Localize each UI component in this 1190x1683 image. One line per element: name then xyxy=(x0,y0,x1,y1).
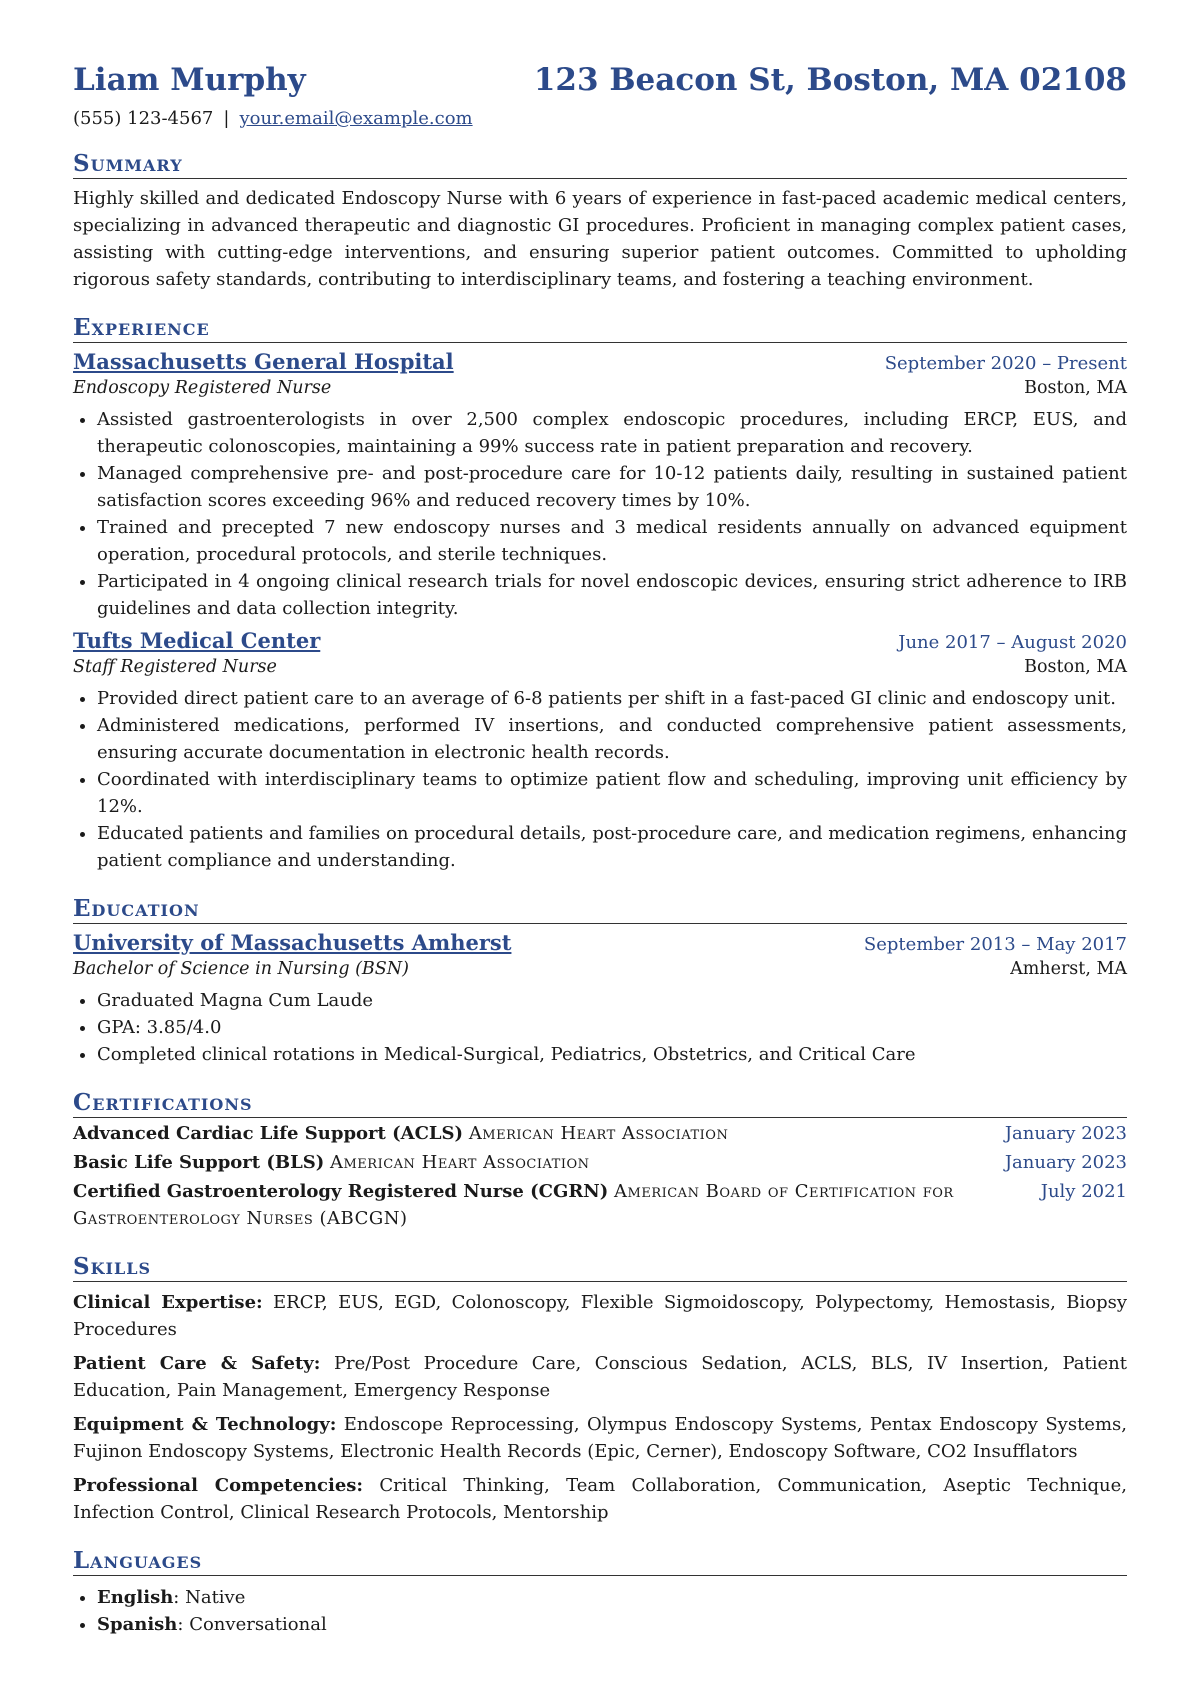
certification-date: July 2021 xyxy=(1040,1181,1127,1202)
certification-row xyxy=(73,1149,1127,1176)
certification-issuer: American Board of Certification for Gastroenterology Nurses (ABCGN) xyxy=(73,1181,954,1229)
certification-name: Advanced Cardiac Life Support (ACLS) xyxy=(73,1123,464,1144)
language-name: English xyxy=(97,1587,174,1608)
skill-label: Patient Care & Safety: xyxy=(73,1353,321,1374)
skill-label: Professional Competencies: xyxy=(73,1475,364,1496)
language-list xyxy=(73,1584,1127,1638)
list-item: • Educated patients and families on procedural details, post-procedure care, and medication regimens, enhancing patient compliance and understanding. xyxy=(97,820,1127,874)
education-location: Amherst, MA xyxy=(1010,959,1127,979)
job-location: Boston, MA xyxy=(1024,657,1127,677)
experience-entry xyxy=(73,349,1127,622)
job-title: Endoscopy Registered Nurse xyxy=(73,378,332,398)
job-bullets xyxy=(73,406,1127,622)
skill-group xyxy=(73,1289,1127,1343)
list-item: • Assisted gastroenterologists in over 2,500 complex endoscopic procedures, including ERCP, EUS, and therapeutic colonoscopies, maintaining a 99% success rate in patient preparation and recovery. xyxy=(97,406,1127,460)
list-item: • Completed clinical rotations in Medical-Surgical, Pediatrics, Obstetrics, and Critical Care xyxy=(97,1041,1127,1068)
skill-group xyxy=(73,1472,1127,1526)
degree: Bachelor of Science in Nursing (BSN) xyxy=(73,959,409,979)
list-item: • Managed comprehensive pre- and post-procedure care for 10-12 patients daily, resulting in sustained patient satisfaction scores exceeding 96% and reduced recovery times by 10%. xyxy=(97,460,1127,514)
email-link[interactable]: your.email@example.com xyxy=(239,108,473,129)
list-item: • Administered medications, performed IV insertions, and conducted comprehensive patient assessments, ensuring accurate documentation in electronic health records. xyxy=(97,712,1127,766)
list-item xyxy=(97,1584,1127,1611)
certification-name: Certified Gastroenterology Registered Nurse (CGRN) xyxy=(73,1181,609,1202)
list-item: • Coordinated with interdisciplinary teams to optimize patient flow and scheduling, improving unit efficiency by 12%. xyxy=(97,766,1127,820)
job-bullets xyxy=(73,685,1127,874)
list-item: • GPA: 3.85/4.0 xyxy=(97,1014,1127,1041)
phone: (555) 123-4567 xyxy=(73,108,214,129)
list-item: • Provided direct patient care to an average of 6-8 patients per shift in a fast-paced GI clinic and endoscopy unit. xyxy=(97,685,1127,712)
certification-row xyxy=(73,1178,1127,1232)
certification-date: January 2023 xyxy=(1004,1152,1127,1173)
address: 123 Beacon St, Boston, MA 02108 xyxy=(533,62,1127,98)
education-entry xyxy=(73,930,1127,1068)
section-title-experience: Experience xyxy=(73,315,1127,343)
skill-values: ERCP, EUS, EGD, Colonoscopy, Flexible Sigmoidoscopy, Polypectomy, Hemostasis, Biopsy Procedures xyxy=(73,1292,1127,1340)
list-item: • Trained and precepted 7 new endoscopy nurses and 3 medical residents annually on advanced equipment operation, procedural protocols, and sterile techniques. xyxy=(97,514,1127,568)
skill-label: Equipment & Technology: xyxy=(73,1414,337,1435)
contact-separator: | xyxy=(223,108,230,129)
skill-group xyxy=(73,1350,1127,1404)
skill-values: Critical Thinking, Team Collaboration, Communication, Aseptic Technique, Infection Control, Clinical Research Protocols, Mentorship xyxy=(73,1475,1128,1523)
education-dates: September 2013 – May 2017 xyxy=(863,934,1127,955)
education-bullets xyxy=(73,987,1127,1068)
certification-row xyxy=(73,1120,1127,1147)
candidate-name: Liam Murphy xyxy=(73,62,306,98)
section-title-skills: Skills xyxy=(73,1254,1127,1282)
section-title-summary: Summary xyxy=(73,151,1127,179)
experience-entry xyxy=(73,628,1127,874)
employer-link[interactable]: Massachusetts General Hospital xyxy=(73,349,454,374)
skill-values: Pre/Post Procedure Care, Conscious Sedation, ACLS, BLS, IV Insertion, Patient Education, Pain Management, Emergency Response xyxy=(73,1353,1127,1401)
language-name: Spanish xyxy=(97,1614,178,1635)
skill-label: Clinical Expertise: xyxy=(73,1292,263,1313)
skill-group xyxy=(73,1411,1127,1465)
certification-issuer: American Heart Association xyxy=(468,1123,729,1144)
section-title-languages: Languages xyxy=(73,1548,1127,1576)
header xyxy=(73,62,1127,98)
job-dates: June 2017 – August 2020 xyxy=(898,632,1127,653)
section-title-education: Education xyxy=(73,896,1127,924)
language-level: : Conversational xyxy=(177,1614,327,1635)
list-item: • Participated in 4 ongoing clinical research trials for novel endoscopic devices, ensuring strict adherence to IRB guidelines and data collection integrity. xyxy=(97,568,1127,622)
job-location: Boston, MA xyxy=(1024,378,1127,398)
skill-values: Endoscope Reprocessing, Olympus Endoscopy Systems, Pentax Endoscopy Systems, Fujinon Endoscopy Systems, Electronic Health Records (Epic, Cerner), Endoscopy Software, CO2 Insufflators xyxy=(73,1414,1127,1462)
list-item xyxy=(97,1611,1127,1638)
school-link[interactable]: University of Massachusetts Amherst xyxy=(73,930,512,955)
employer-link[interactable]: Tufts Medical Center xyxy=(73,628,321,653)
list-item: • Graduated Magna Cum Laude xyxy=(97,987,1127,1014)
contact-line xyxy=(73,108,1127,129)
job-dates: September 2020 – Present xyxy=(884,353,1127,374)
certification-issuer: American Heart Association xyxy=(330,1152,590,1173)
language-level: : Native xyxy=(173,1587,246,1608)
certification-date: January 2023 xyxy=(1004,1123,1127,1144)
summary-text: Highly skilled and dedicated Endoscopy Nurse with 6 years of experience in fast-paced academic medical centers, specializing in advanced therapeutic and diagnostic GI procedures. Proficient in managing complex patient cases, assisting with cutting-edge interventions, and ensuring superior patient outcomes. Committed to upholding rigorous safety standards, contributing to interdisciplinary teams, and fostering a teaching environment. xyxy=(73,188,1127,290)
certification-name: Basic Life Support (BLS) xyxy=(73,1152,325,1173)
section-title-certifications: Certifications xyxy=(73,1090,1127,1118)
job-title: Staff Registered Nurse xyxy=(73,657,277,677)
